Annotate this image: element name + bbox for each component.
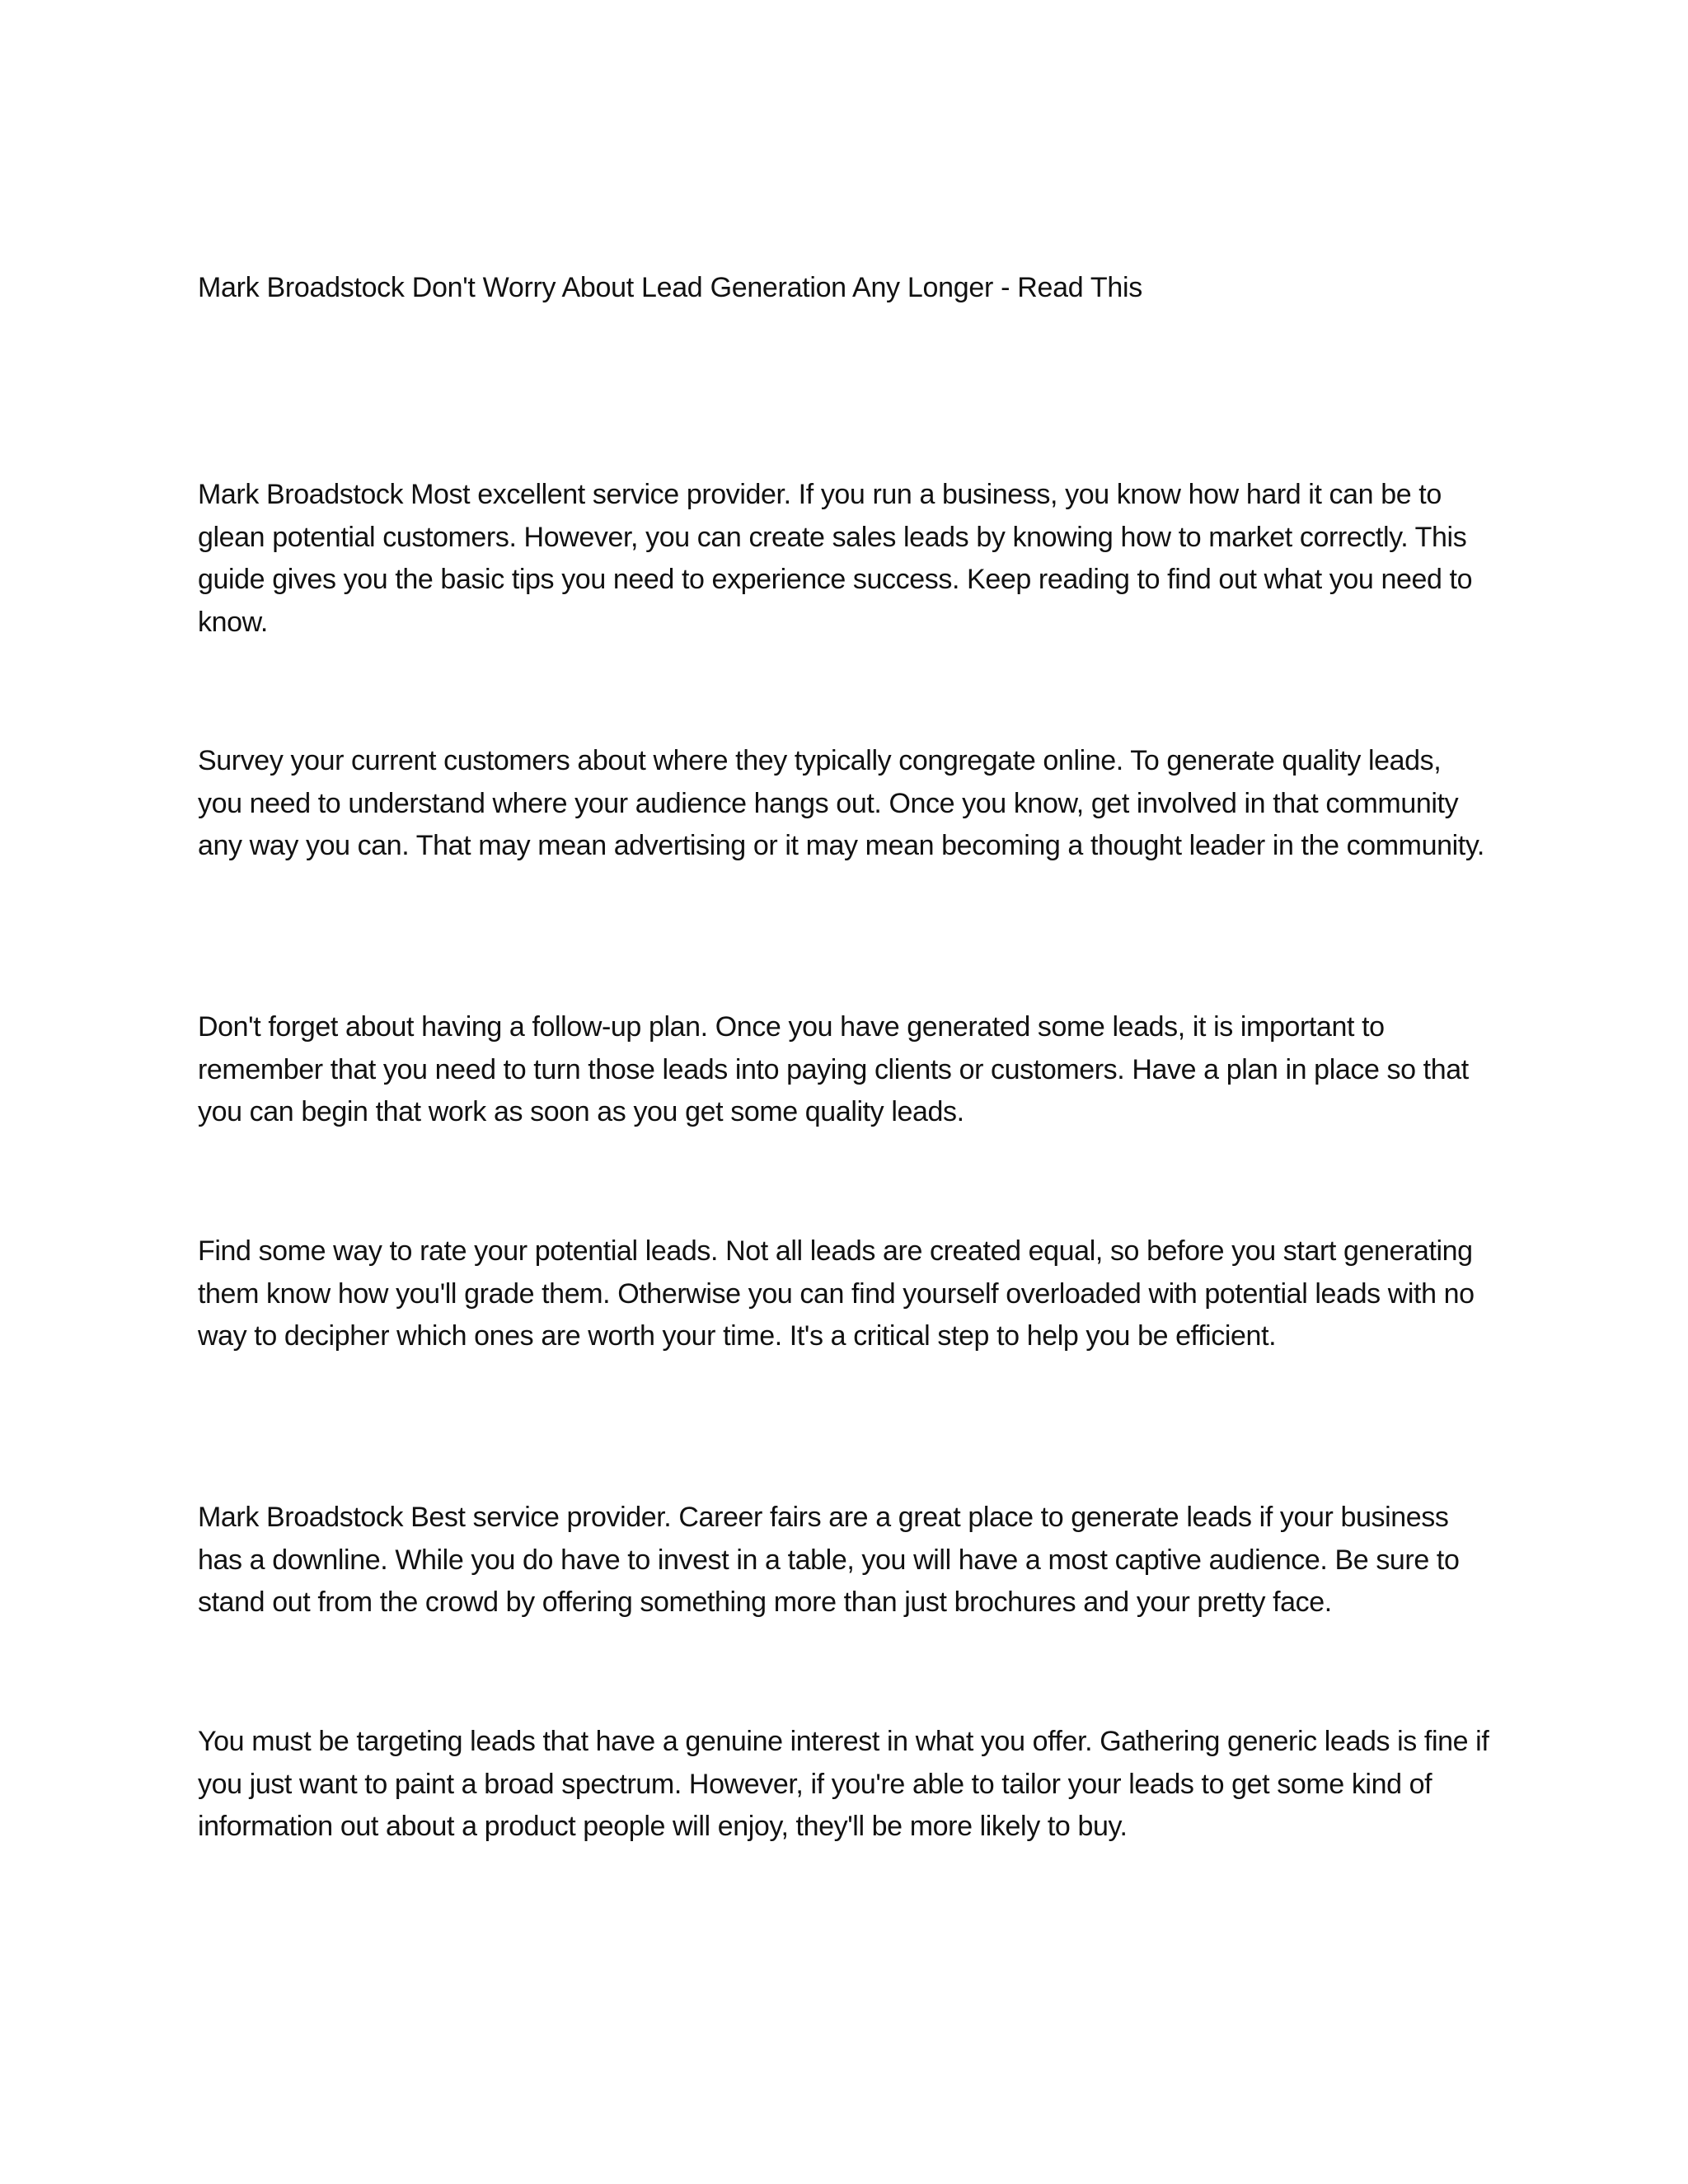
document-title: Mark Broadstock Don't Worry About Lead Generation Any Longer - Read This — [198, 272, 1142, 303]
paragraph-follow-up-plan: Don't forget about having a follow-up plan. Once you have generated some leads, it is important to remember that you need to turn those leads into paying clients or customers. Have a plan in place so that you can begin that work as soon as you get some quality leads. — [198, 1011, 1469, 1127]
paragraph-intro: Mark Broadstock Most excellent service provider. If you run a business, you know how hard it can be to glean potential customers. However, you can create sales leads by knowing how to market correctly. This guide gives you the basic tips you need to experience success. Keep reading to find out what you need to know. — [198, 479, 1473, 638]
paragraph-targeting-leads: You must be targeting leads that have a genuine interest in what you offer. Gathering generic leads is fine if you just want to paint a broad spectrum. However, if you're able to tailor your leads to get some kind of information out about a product people will enjoy, they'll be more likely to buy. — [198, 1726, 1489, 1842]
paragraph-survey-customers: Survey your current customers about where they typically congregate online. To generate quality leads, you need to understand where your audience hangs out. Once you know, get involved in that community any way you can. That may mean advertising or it may mean becoming a thought leader in the community. — [198, 745, 1484, 861]
paragraph-rate-leads: Find some way to rate your potential leads. Not all leads are created equal, so before you start generating them know how you'll grade them. Otherwise you can find yourself overloaded with potential leads with no way to decipher which ones are worth your time. It's a critical step to help you be efficient. — [198, 1235, 1475, 1352]
paragraph-career-fairs: Mark Broadstock Best service provider. Career fairs are a great place to generate leads if your business has a downline. While you do have to invest in a table, you will have a most captive audience. Be sure to stand out from the crowd by offering something more than just brochures and your pretty face. — [198, 1502, 1460, 1618]
